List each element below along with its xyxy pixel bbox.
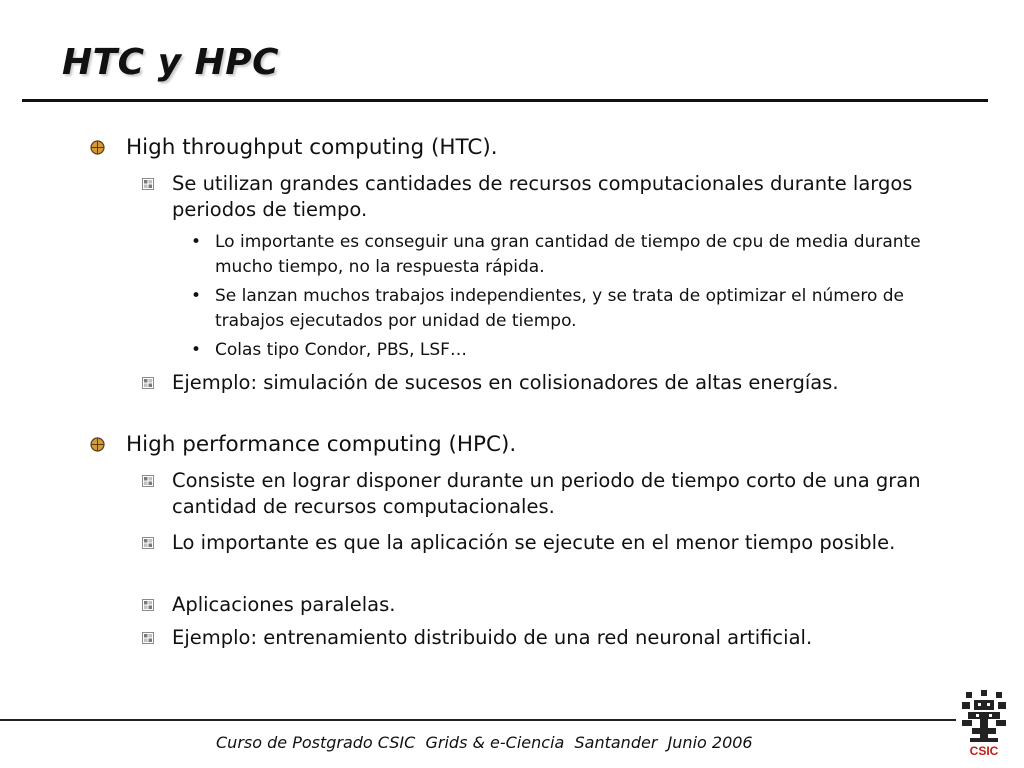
dot-bullet-icon: • — [191, 286, 202, 306]
square-bullet-icon — [142, 537, 154, 549]
title-divider — [22, 99, 988, 102]
bullet-hpc-heading — [126, 432, 956, 458]
htc-sub-2-text: Se lanzan muchos trabajos independientes, y se trata de optimizar el número de trabajos ejecutados por unidad de tiempo. — [215, 286, 904, 331]
bullet-htc-sub-3 — [191, 338, 955, 363]
bullet-hpc-point-2 — [172, 530, 942, 556]
round-bullet-icon — [90, 140, 105, 155]
square-bullet-icon — [142, 377, 154, 389]
footer-divider — [0, 719, 956, 721]
htc-point-1-text: Se utilizan grandes cantidades de recursos computacionales durante largos periodos de tiempo. — [172, 172, 913, 221]
bullet-hpc-point-4 — [172, 625, 942, 651]
square-bullet-icon — [142, 178, 154, 190]
bullet-htc-sub-1 — [191, 230, 955, 280]
round-bullet-icon — [90, 437, 105, 452]
htc-sub-3-text: Colas tipo Condor, PBS, LSF… — [215, 340, 467, 360]
dot-bullet-icon: • — [191, 232, 202, 252]
htc-sub-1-text: Lo importante es conseguir una gran cantidad de tiempo de cpu de media durante mucho tiempo, no la respuesta rápida. — [215, 232, 921, 277]
square-bullet-icon — [142, 632, 154, 644]
csic-logo-text: CSIC — [969, 744, 999, 758]
bullet-hpc-point-1 — [172, 468, 942, 520]
bullet-htc-heading — [126, 135, 956, 161]
hpc-point-3-text: Aplicaciones paralelas. — [172, 593, 396, 616]
bullet-htc-point-1 — [172, 171, 942, 223]
dot-bullet-icon: • — [191, 340, 202, 360]
square-bullet-icon — [142, 475, 154, 487]
hpc-point-2-text: Lo importante es que la aplicación se ejecute en el menor tiempo posible. — [172, 531, 896, 554]
bullet-hpc-point-3 — [172, 592, 942, 618]
footer-text: Curso de Postgrado CSIC Grids & e-Ciencia Santander Junio 2006 — [216, 733, 753, 752]
htc-point-2-text: Ejemplo: simulación de sucesos en colisionadores de altas energías. — [172, 371, 839, 394]
hpc-point-1-text: Consiste en lograr disponer durante un periodo de tiempo corto de una gran cantidad de recursos computacionales. — [172, 469, 921, 518]
bullet-htc-point-2 — [172, 370, 942, 396]
hpc-point-4-text: Ejemplo: entrenamiento distribuido de una red neuronal artificial. — [172, 626, 813, 649]
square-bullet-icon — [142, 599, 154, 611]
bullet-htc-sub-2 — [191, 284, 955, 334]
hpc-heading-text: High performance computing (HPC). — [126, 432, 517, 457]
csic-logo — [958, 688, 1010, 758]
htc-heading-text: High throughput computing (HTC). — [126, 135, 498, 160]
slide-title: HTC y HPC — [62, 42, 280, 83]
